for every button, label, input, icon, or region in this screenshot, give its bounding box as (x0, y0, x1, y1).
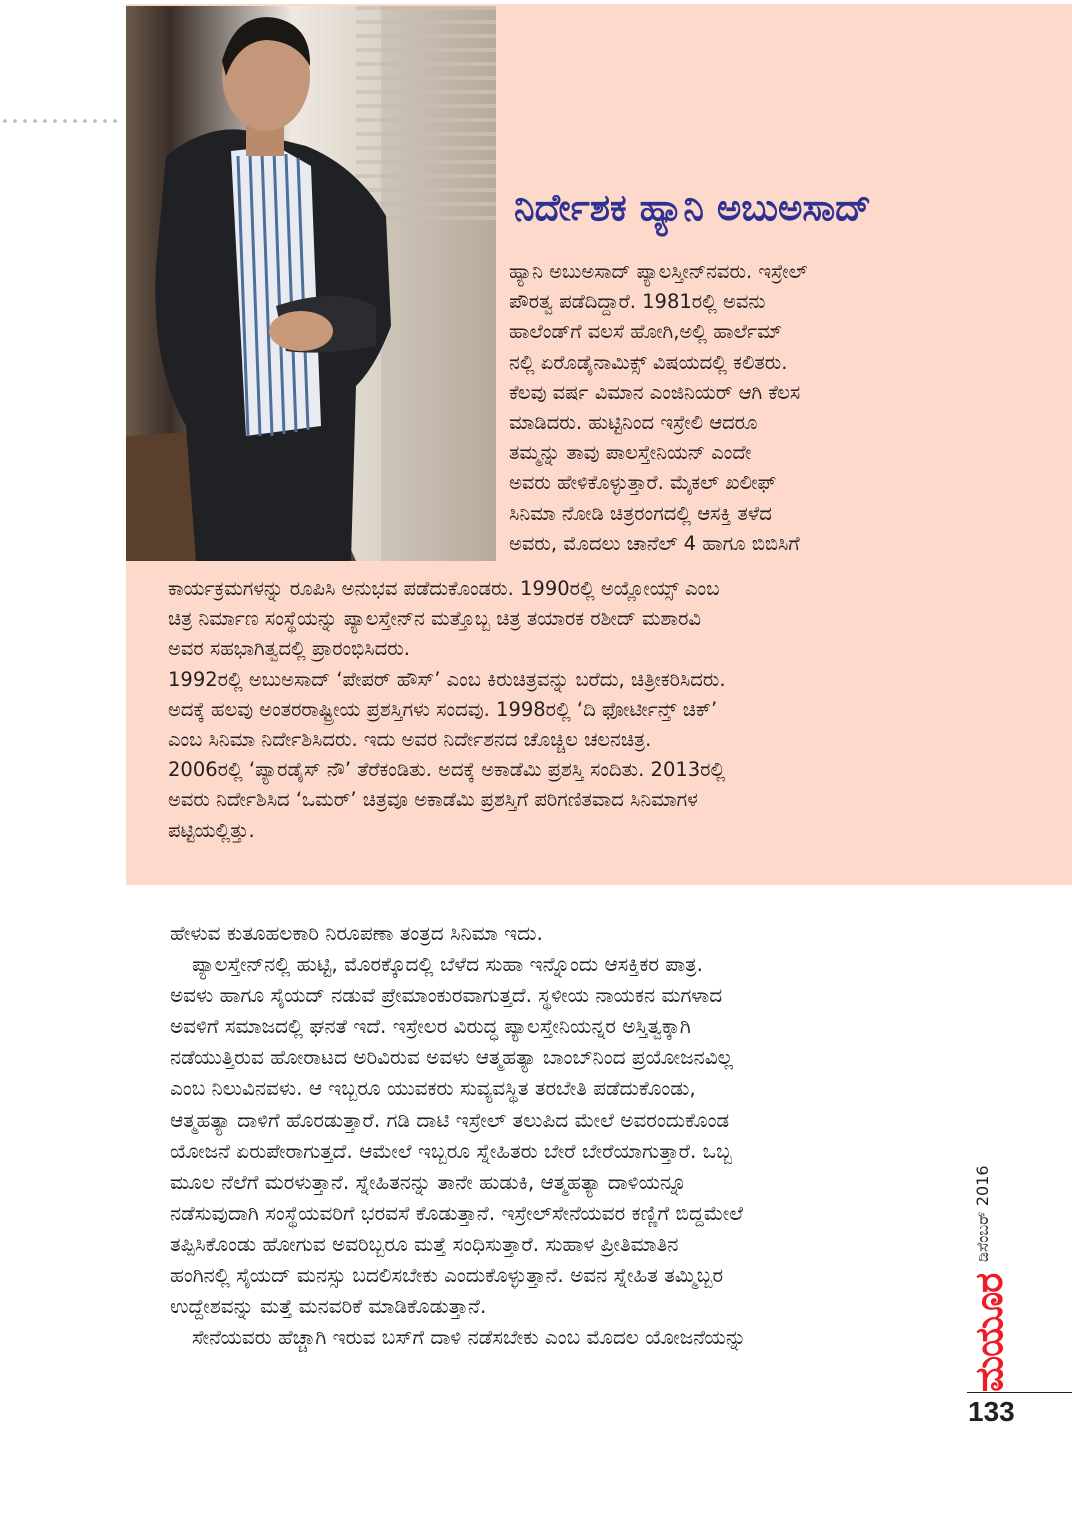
sidebar-line: ಹಾಲೆಂಡ್‌ಗೆ ವಲಸೆ ಹೋಗಿ,ಅಲ್ಲಿ ಹಾರ್ಲೆಮ್ (509, 320, 782, 344)
director-photo (126, 6, 496, 561)
sidebar-line: ಎಂಬ ಸಿನಿಮಾ ನಿರ್ದೇಶಿಸಿದರು. ಇದು ಅವರ ನಿರ್ದೇಶನದ ಚೊಚ್ಚಿಲ ಚಲನಚಿತ್ರ. (168, 727, 652, 751)
sidebar-line: ನಲ್ಲಿ ಏರೊಡೈನಾಮಿಕ್ಸ್ ವಿಷಯದಲ್ಲಿ ಕಲಿತರು. (509, 350, 788, 374)
body-line: ಉದ್ದೇಶವನ್ನು ಮತ್ತೆ ಮನವರಿಕೆ ಮಾಡಿಕೊಡುತ್ತಾನೆ. (170, 1294, 487, 1319)
margin-masthead (967, 1100, 1013, 1392)
sidebar-text-right (509, 257, 808, 559)
article-body (170, 918, 746, 1353)
body-line: ಆತ್ಮಹತ್ಯಾ ದಾಳಿಗೆ ಹೊರಡುತ್ತಾರೆ. ಗಡಿ ದಾಟಿ ಇಸ್ರೇಲ್ ತಲುಪಿದ ಮೇಲೆ ಅವರಂದುಕೊಂಡ (170, 1107, 730, 1132)
sidebar-line: ಪಟ್ಟಿಯಲ್ಲಿತ್ತು. (168, 818, 255, 842)
body-line: ನಡೆಯುತ್ತಿರುವ ಹೋರಾಟದ ಅರಿವಿರುವ ಅವಳು ಆತ್ಮಹತ್ಯಾ ಬಾಂಬ್‌ನಿಂದ ಪ್ರಯೋಜನವಿಲ್ಲ (170, 1045, 733, 1070)
body-line: ಹೇಳುವ ಕುತೂಹಲಕಾರಿ ನಿರೂಪಣಾ ತಂತ್ರದ ಸಿನಿಮಾ ಇದು. (170, 921, 543, 945)
sidebar-line: ಮಾಡಿದರು. ಹುಟ್ಟಿನಿಂದ ಇಸ್ರೇಲಿ ಆದರೂ (509, 410, 758, 434)
sidebar-title: ನಿರ್ದೇಶಕ ಹ್ಯಾನಿ ಅಬುಅಸಾದ್ (514, 186, 872, 229)
sidebar-line: ಅವರು, ಮೊದಲು ಚಾನೆಲ್ 4 ಹಾಗೂ ಬಿಬಿಸಿಗೆ (509, 531, 800, 555)
body-line: ಮೂಲ ನೆಲೆಗೆ ಮರಳುತ್ತಾನೆ. ಸ್ನೇಹಿತನನ್ನು ತಾನೇ ಹುಡುಕಿ, ಆತ್ಮಹತ್ಯಾ ದಾಳಿಯನ್ನೂ (170, 1169, 687, 1194)
body-line: ಸೇನೆಯವರು ಹೆಚ್ಚಾಗಿ ಇರುವ ಬಸ್‌ಗೆ ದಾಳಿ ನಡೆಸಬೇಕು ಎಂಬ ಮೊದಲ ಯೋಜನೆಯನ್ನು (192, 1325, 747, 1350)
body-line: ಯೋಜನೆ ಏರುಪೇರಾಗುತ್ತದೆ. ಆಮೇಲೆ ಇಬ್ಬರೂ ಸ್ನೇಹಿತರು ಬೇರೆ ಬೇರೆಯಾಗುತ್ತಾರೆ. ಒಬ್ಬ (170, 1138, 732, 1163)
magazine-logo: ಮಯೂರ (967, 1273, 1011, 1392)
sidebar-line: ಅವರ ಸಹಭಾಗಿತ್ವದಲ್ಲಿ ಪ್ರಾರಂಭಿಸಿದರು. (168, 637, 410, 661)
sidebar-line: ಕೆಲವು ವರ್ಷ ವಿಮಾನ ಎಂಜಿನಿಯರ್ ಆಗಿ ಕೆಲಸ (509, 380, 801, 404)
issue-date: ಡಿಸೆಂಬರ್ 2016 (973, 1165, 992, 1262)
body-line: ಹಂಗಿನಲ್ಲಿ ಸೈಯದ್ ಮನಸ್ಸು ಬದಲಿಸಬೇಕು ಎಂದುಕೊಳ್ಳುತ್ತಾನೆ. ಅವನ ಸ್ನೇಹಿತ ತಮ್ಮಿಬ್ಬರ (170, 1263, 724, 1288)
page-number-rule (967, 1392, 1072, 1393)
sidebar-line: 1992ರಲ್ಲಿ ಅಬುಅಸಾದ್ ‘ಪೇಪರ್ ಹೌಸ್’ ಎಂಬ ಕಿರುಚಿತ್ರವನ್ನು ಬರೆದು, ಚಿತ್ರೀಕರಿಸಿದರು. (168, 667, 726, 691)
sidebar-text-full (168, 574, 726, 846)
sidebar-line: ಪೌರತ್ವ ಪಡೆದಿದ್ದಾರೆ. 1981ರಲ್ಲಿ ಅವನು (509, 290, 766, 314)
dotted-rule (0, 118, 122, 124)
body-line: ಅವಳು ಹಾಗೂ ಸೈಯದ್ ನಡುವೆ ಪ್ರೇಮಾಂಕುರವಾಗುತ್ತದೆ. ಸ್ಥಳೀಯ ನಾಯಕನ ಮಗಳಾದ (170, 983, 723, 1008)
body-line: ನಡೆಸುವುದಾಗಿ ಸಂಸ್ಥೆಯವರಿಗೆ ಭರವಸೆ ಕೊಡುತ್ತಾನೆ. ಇಸ್ರೇಲ್‌ಸೇನೆಯವರ ಕಣ್ಣಿಗೆ ಬಿದ್ದಮೇಲೆ (170, 1200, 744, 1225)
sidebar-line: ಹ್ಯಾನಿ ಅಬುಅಸಾದ್ ಪ್ಯಾಲಸ್ತೀನ್‌ನವರು. ಇಸ್ರೇಲ್ (509, 260, 808, 283)
body-line: ಅವಳಿಗೆ ಸಮಾಜದಲ್ಲಿ ಘನತೆ ಇದೆ. ಇಸ್ರೇಲರ ವಿರುದ್ಧ ಪ್ಯಾಲಸ್ತೇನಿಯನ್ನರ ಅಸ್ತಿತ್ವಕ್ಕಾಗಿ (170, 1014, 691, 1039)
sidebar-line: ಅದಕ್ಕೆ ಹಲವು ಅಂತರರಾಷ್ಟ್ರೀಯ ಪ್ರಶಸ್ತಿಗಳು ಸಂದವು. 1998ರಲ್ಲಿ ‘ದಿ ಫೋರ್ಟೀನ್ತ್ ಚಿಕ್’ (168, 697, 718, 721)
sidebar-line: ಚಿತ್ರ ನಿರ್ಮಾಣ ಸಂಸ್ಥೆಯನ್ನು ಪ್ಯಾಲಸ್ತೇನ್‌ನ ಮತ್ತೊಬ್ಬ ಚಿತ್ರ ತಯಾರಕ ರಶೀದ್ ಮಶಾರವಿ (168, 607, 701, 631)
sidebar-line: ಸಿನಿಮಾ ನೋಡಿ ಚಿತ್ರರಂಗದಲ್ಲಿ ಆಸಕ್ತಿ ತಳೆದ (509, 501, 772, 525)
body-line: ಎಂಬ ನಿಲುವಿನವಳು. ಆ ಇಬ್ಬರೂ ಯುವಕರು ಸುವ್ಯವಸ್ಥಿತ ತರಬೇತಿ ಪಡೆದುಕೊಂಡು, (170, 1076, 696, 1101)
page-number: 133 (968, 1396, 1015, 1427)
body-line: ತಪ್ಪಿಸಿಕೊಂಡು ಹೋಗುವ ಅವರಿಬ್ಬರೂ ಮತ್ತೆ ಸಂಧಿಸುತ್ತಾರೆ. ಸುಹಾಳ ಪ್ರೀತಿಮಾತಿನ (170, 1231, 679, 1256)
sidebar-line: ಅವರು ಹೇಳಿಕೊಳ್ಳುತ್ತಾರೆ. ಮೈಕಲ್ ಖಲೀಫ್ (509, 471, 777, 495)
sidebar-line: ಕಾರ್ಯಕ್ರಮಗಳನ್ನು ರೂಪಿಸಿ ಅನುಭವ ಪಡೆದುಕೊಂಡರು. 1990ರಲ್ಲಿ ಅಯ್ಲೋಯ್ಸ್ ಎಂಬ (168, 577, 720, 600)
body-line: ಪ್ಯಾಲಸ್ತೇನ್‌ನಲ್ಲಿ ಹುಟ್ಟಿ, ಮೊರಕ್ಕೊದಲ್ಲಿ ಬೆಳೆದ ಸುಹಾ ಇನ್ನೊಂದು ಆಸಕ್ತಿಕರ ಪಾತ್ರ. (192, 952, 703, 977)
sidebar-line: ಅವರು ನಿರ್ದೇಶಿಸಿದ ‘ಒಮರ್’ ಚಿತ್ರವೂ ಅಕಾಡೆಮಿ ಪ್ರಶಸ್ತಿಗೆ ಪರಿಗಣಿತವಾದ ಸಿನಿಮಾಗಳ (168, 788, 698, 812)
sidebar-line: 2006ರಲ್ಲಿ ‘ಪ್ಯಾರಡೈಸ್ ನೌ’ ತೆರೆಕಂಡಿತು. ಅದಕ್ಕೆ ಅಕಾಡೆಮಿ ಪ್ರಶಸ್ತಿ ಸಂದಿತು. 2013ರಲ್ಲಿ (168, 758, 726, 782)
sidebar-line: ತಮ್ಮನ್ನು ತಾವು ಪಾಲಸ್ತೇನಿಯನ್ ಎಂದೇ (509, 441, 752, 465)
